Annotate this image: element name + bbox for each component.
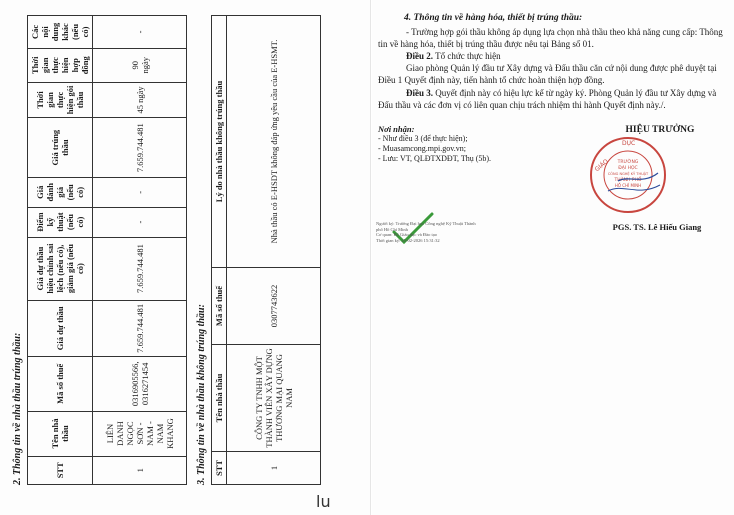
right-page [372, 0, 734, 515]
col-package-duration: Thời gian thực hiện gói thầu [28, 82, 93, 118]
cell-winning-price: 7.659.744.481 [93, 118, 187, 178]
signer-title: HIỆU TRƯỞNG [625, 125, 695, 135]
article-3-label: Điều 3. [406, 88, 433, 98]
article-2-label: Điều 2. [406, 51, 433, 61]
esign-line: Thời gian ký: 25-02-2026 15:31:32 [376, 237, 440, 243]
col-tax-code: Mã số thuế [212, 268, 227, 345]
section-3 [196, 15, 321, 485]
article-2 [378, 50, 730, 86]
svg-text:HỒ CHÍ MINH: HỒ CHÍ MINH [614, 183, 642, 188]
recipient-item: - Muasamcong.mpi.gov.vn; [378, 144, 466, 153]
col-bid-price: Giá dự thầu [28, 300, 93, 356]
cell-evaluated-price: - [93, 178, 187, 208]
cell-tax-code: 0307743622 [227, 268, 321, 345]
cell-bidder-name: LIÊN DANH NGỌC SƠN - NAM - NAM KHANG [93, 411, 187, 456]
cell-adjusted-price: 7.659.744.481 [93, 237, 187, 300]
table-row [93, 16, 187, 485]
cell-other: - [93, 16, 187, 49]
article-2-title: Tổ chức thực hiện [435, 51, 501, 61]
col-bidder-name: Tên nhà thầu [28, 411, 93, 456]
article-2-line [378, 50, 730, 62]
table-header-row [28, 16, 93, 485]
section-3-title: 3. Thông tin về nhà thầu không trúng thầu: [196, 304, 207, 485]
svg-text:THÀNH PHỐ: THÀNH PHỐ [614, 178, 642, 183]
svg-text:ĐẠI HỌC: ĐẠI HỌC [618, 166, 638, 171]
col-evaluated-price: Giá đánh giá (nếu có) [28, 178, 93, 208]
col-tax-code: Mã số thuế [28, 357, 93, 412]
article-3-text: Quyết định này có hiệu lực kể từ ngày ký. Phòng Quản lý đầu tư Xây dựng và Đấu thầu và các đơn vị có liên quan chịu trách nhiệm thi hành Quyết định này./. [378, 88, 717, 110]
esign-line: Người ký: Trường Đại học Công nghệ Kỹ Thuật Thành [376, 221, 476, 226]
section-4-paragraph [378, 26, 730, 50]
col-stt: STT [212, 452, 227, 485]
svg-text:CÔNG NGHỆ KỸ THUẬT: CÔNG NGHỆ KỸ THUẬT [607, 172, 649, 176]
section-4-text: - Trường hợp gói thầu không áp dụng lựa chọn nhà thầu theo khả năng cung cấp: Thông tin về hàng hóa, thiết bị trúng thầu được nêu tại Bảng số 01. [378, 27, 723, 49]
table-header-row [212, 16, 227, 485]
cell-bidder-name: CÔNG TY TNHH MỘT THÀNH VIÊN XÂY DỰNG THƯƠNG MẠI QUANG NAM [227, 345, 321, 452]
col-other: Các nội dung khác (nếu có) [28, 16, 93, 49]
col-stt: STT [28, 456, 93, 484]
recipients-title: Nơi nhận: [378, 124, 415, 134]
col-contract-duration: Thời gian thực hiện hợp đồng [28, 48, 93, 82]
signer-name: PGS. TS. Lê Hiếu Giang [612, 222, 702, 232]
section-2-title: 2. Thông tin về nhà thầu trúng thầu: [12, 332, 23, 485]
cell-stt: 1 [93, 456, 187, 484]
svg-text:TRƯỜNG: TRƯỜNG [617, 160, 639, 165]
svg-text:GIÁO: GIÁO [593, 158, 610, 174]
digital-signature-info [376, 221, 536, 243]
losing-bidder-table [211, 15, 321, 485]
col-reason: Lý do nhà thầu không trúng thầu [212, 16, 227, 268]
table-row [227, 16, 321, 485]
article-3 [378, 87, 730, 111]
cell-package-duration: 45 ngày [93, 82, 187, 118]
col-adjusted-price: Giá dự thầu hiệu chỉnh sai lệch (nếu có), giảm giá (nếu có) [28, 237, 93, 300]
cell-bid-price: 7.659.744.481 [93, 300, 187, 356]
recipient-item: - Như điều 3 (để thực hiện); [378, 134, 468, 143]
section-4-heading: 4. Thông tin về hàng hóa, thiết bị trúng thầu: [404, 13, 583, 23]
col-winning-price: Giá trúng thầu [28, 118, 93, 178]
cell-reason: Nhà thầu có E-HSDT không đáp ứng yêu cầu của E-HSMT. [227, 16, 321, 268]
col-bidder-name: Tên nhà thầu [212, 345, 227, 452]
cell-tech-score: - [93, 207, 187, 237]
article-2-text: Giao phòng Quản lý đầu tư Xây dựng và Đấu thầu căn cứ nội dung được phê duyệt tại Điều 1 Quyết định này, tiến hành tổ chức hoàn thiện hợp đồng. [378, 63, 717, 85]
article-3-line [378, 87, 730, 111]
initial-signature: lu [316, 492, 331, 511]
cell-tax-code: 0316905566, 0316271454 [93, 357, 187, 412]
recipients [378, 124, 578, 164]
svg-text:DỤC: DỤC [622, 140, 636, 147]
esign-line: phố Hồ Chí Minh [376, 226, 408, 232]
col-tech-score: Điểm kỹ thuật (nếu có) [28, 207, 93, 237]
winning-bidder-table [27, 15, 187, 485]
recipient-item: - Lưu: VT, QLĐTXDĐT, Thụ (5b). [378, 154, 492, 163]
cell-contract-duration: 90 ngày [93, 48, 187, 82]
section-2 [12, 15, 187, 485]
official-seal-icon [588, 135, 668, 215]
esign-line: Cơ quan: Bộ Giáo dục và Đào tạo [376, 232, 437, 237]
cell-stt: 1 [227, 452, 321, 485]
